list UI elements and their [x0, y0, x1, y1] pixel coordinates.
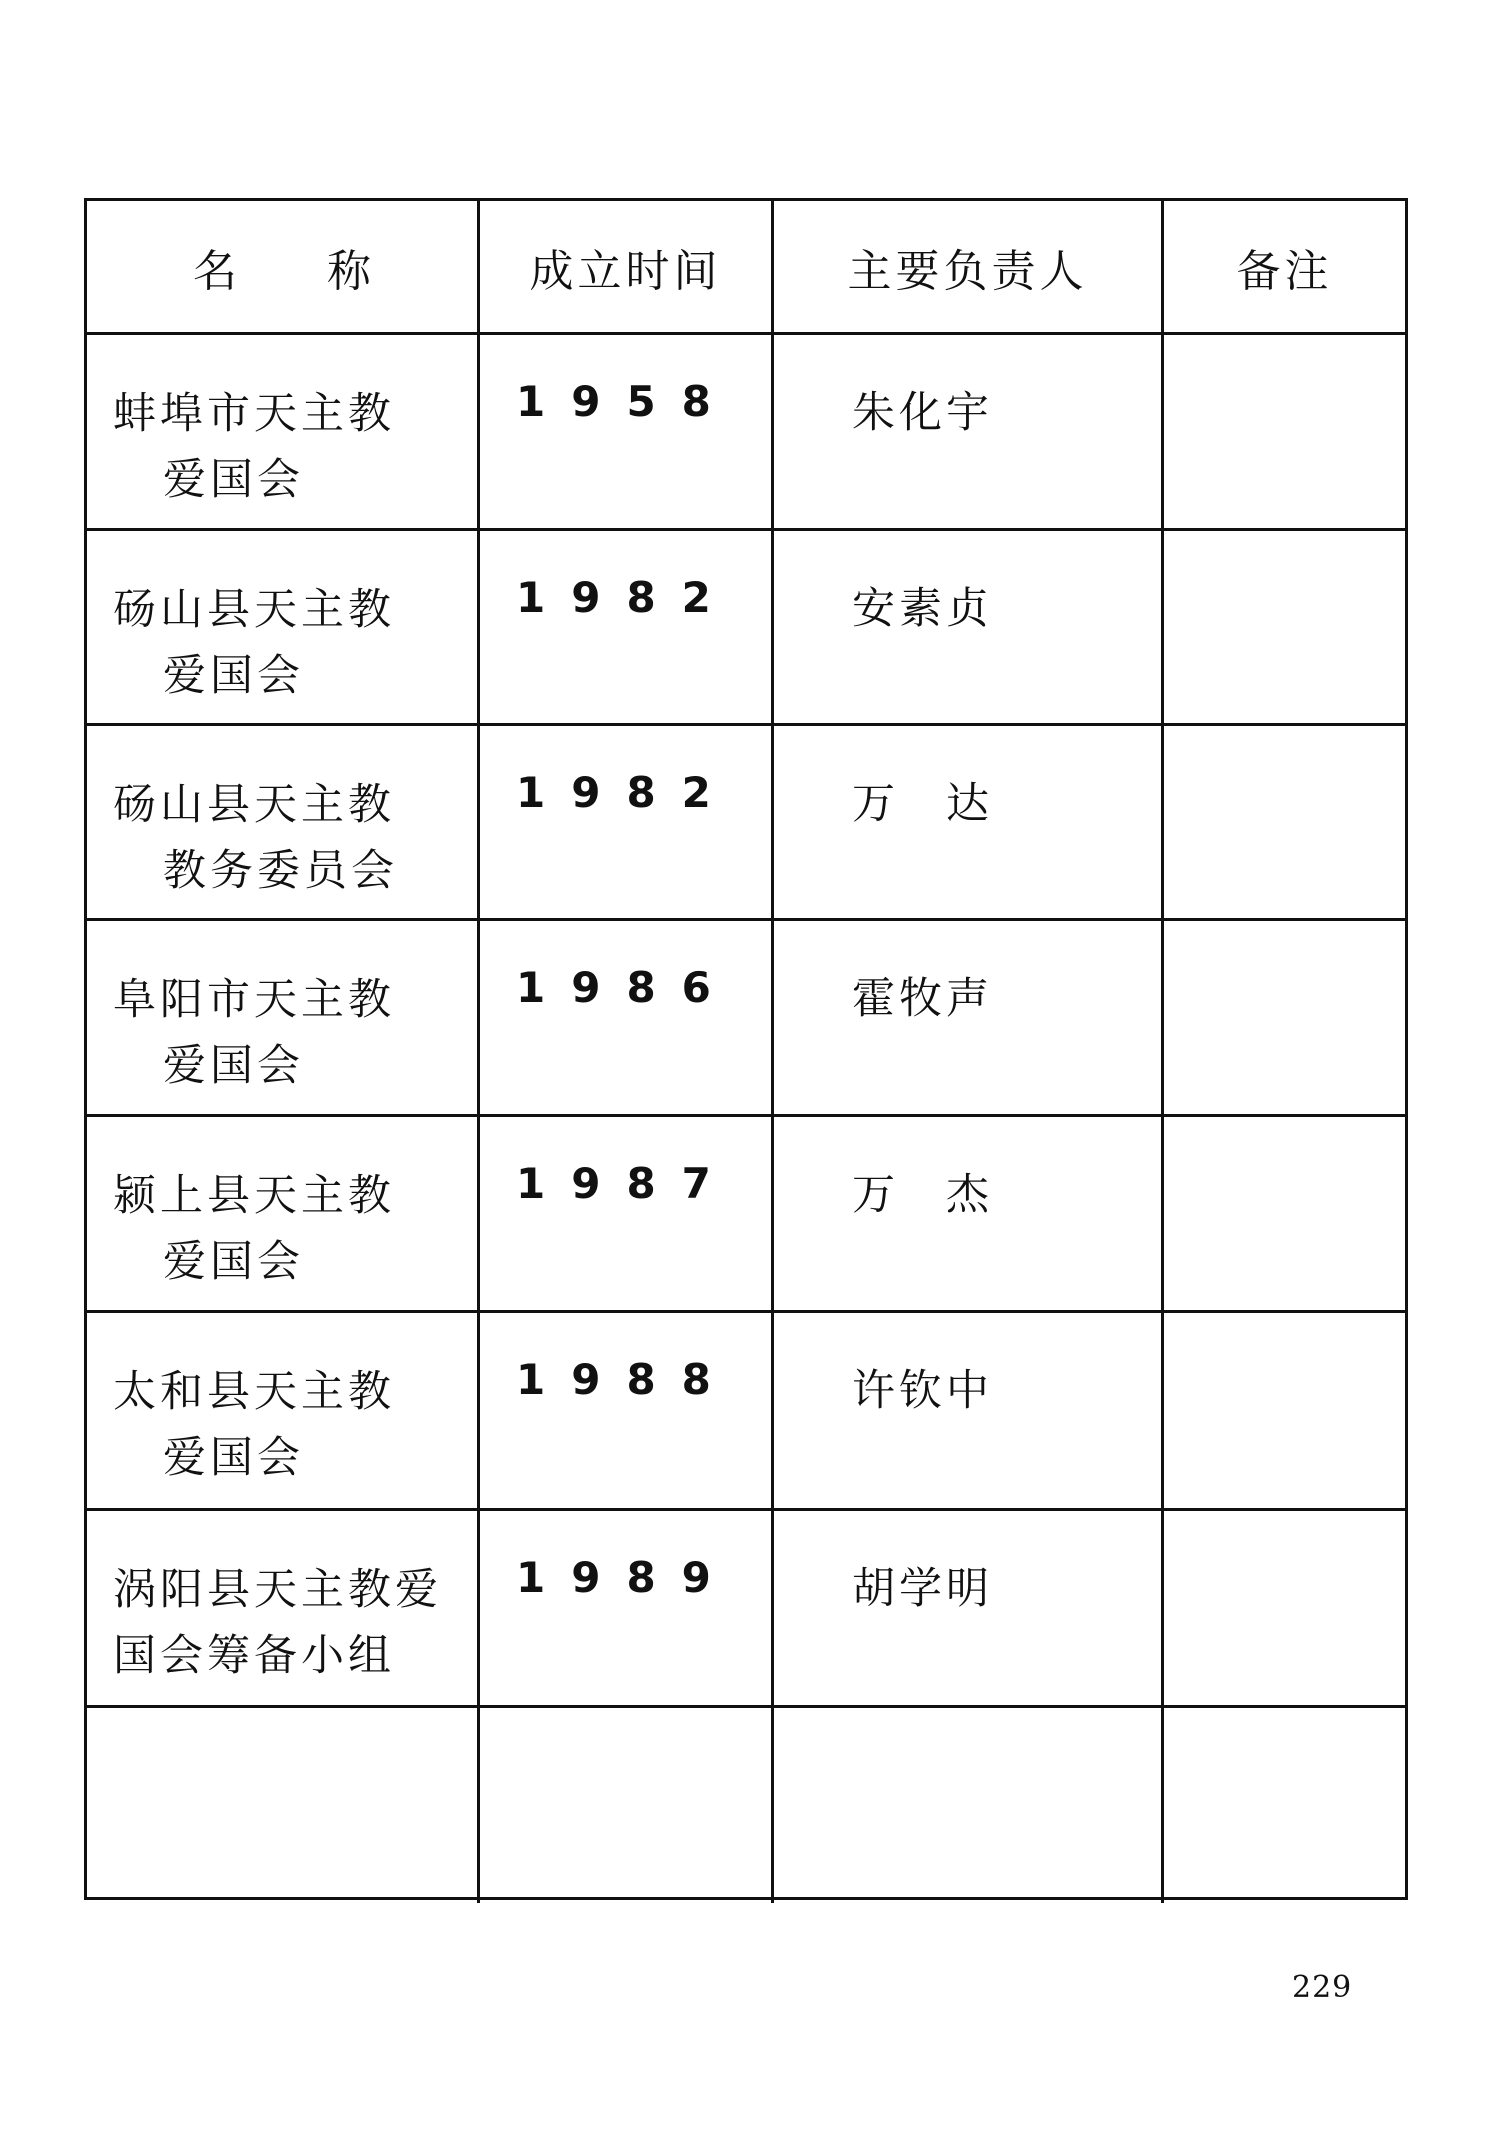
row-2-year: 1982 — [480, 531, 774, 726]
header-name: 名称 — [87, 201, 480, 335]
row-1-year: 1958 — [480, 335, 774, 531]
row-4-leader: 霍牧声 — [774, 921, 1164, 1117]
row-1-leader: 朱化宇 — [774, 335, 1164, 531]
name-line-1: 砀山县天主教 — [113, 585, 395, 635]
row-6-name — [87, 1313, 480, 1511]
header-leader: 主要负责人 — [774, 201, 1164, 335]
row-8-leader — [774, 1708, 1164, 1903]
row-3-note — [1164, 726, 1405, 921]
name-line-2: 国会筹备小组 — [113, 1631, 395, 1681]
row-5-year: 1987 — [480, 1117, 774, 1313]
row-5-leader: 万 杰 — [774, 1117, 1164, 1313]
row-5-name — [87, 1117, 480, 1313]
name-line-2: 爱国会 — [163, 651, 304, 701]
row-4-note — [1164, 921, 1405, 1117]
name-line-2: 爱国会 — [163, 1237, 304, 1287]
row-7-year: 1989 — [480, 1511, 774, 1708]
row-2-name — [87, 531, 480, 726]
row-3-name — [87, 726, 480, 921]
row-7-note — [1164, 1511, 1405, 1708]
page-number: 229 — [1292, 1970, 1353, 2005]
row-4-year: 1986 — [480, 921, 774, 1117]
row-6-leader: 许钦中 — [774, 1313, 1164, 1511]
row-5-note — [1164, 1117, 1405, 1313]
row-1-note — [1164, 335, 1405, 531]
row-2-note — [1164, 531, 1405, 726]
row-7-leader: 胡学明 — [774, 1511, 1164, 1708]
row-7-name — [87, 1511, 480, 1708]
name-line-2: 爱国会 — [163, 455, 304, 505]
row-8-note — [1164, 1708, 1405, 1903]
name-line-1: 砀山县天主教 — [113, 780, 395, 830]
name-line-1: 太和县天主教 — [113, 1367, 395, 1417]
row-3-year: 1982 — [480, 726, 774, 921]
header-founded: 成立时间 — [480, 201, 774, 335]
row-6-note — [1164, 1313, 1405, 1511]
row-4-name — [87, 921, 480, 1117]
row-2-leader: 安素贞 — [774, 531, 1164, 726]
name-line-1: 阜阳市天主教 — [113, 975, 395, 1025]
row-6-year: 1988 — [480, 1313, 774, 1511]
name-line-2: 爱国会 — [163, 1433, 304, 1483]
name-line-2: 教务委员会 — [163, 846, 398, 896]
name-line-1: 蚌埠市天主教 — [113, 389, 395, 439]
name-line-1: 涡阳县天主教爱 — [113, 1565, 442, 1615]
row-3-leader: 万 达 — [774, 726, 1164, 921]
name-line-2: 爱国会 — [163, 1041, 304, 1091]
row-8-name — [87, 1708, 480, 1903]
header-note: 备注 — [1164, 201, 1405, 335]
organization-table — [84, 198, 1408, 1900]
name-line-1: 颍上县天主教 — [113, 1171, 395, 1221]
row-1-name — [87, 335, 480, 531]
row-8-year — [480, 1708, 774, 1903]
